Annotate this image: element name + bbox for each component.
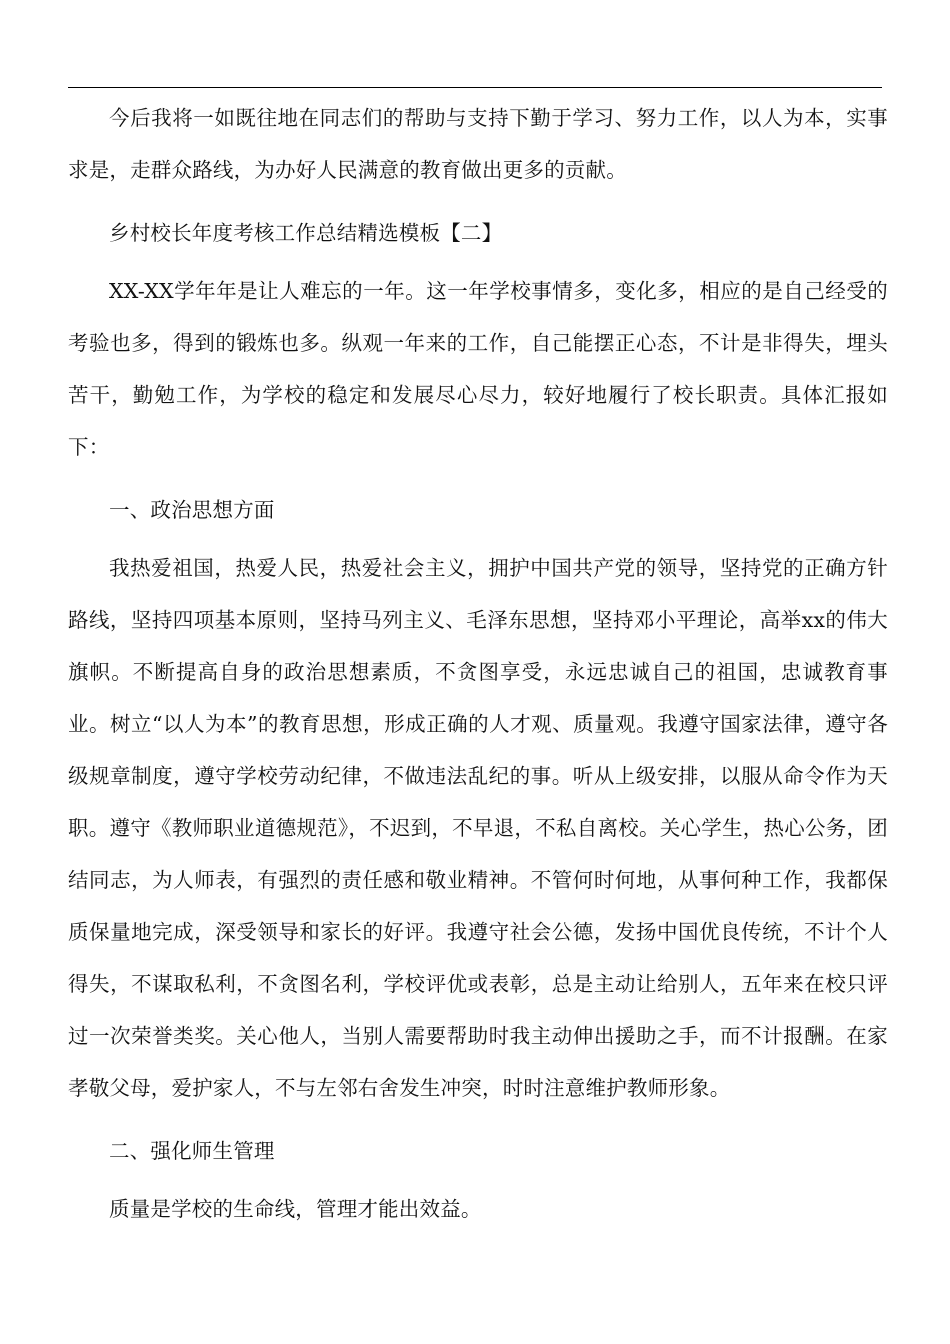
paragraph-intro: XX-XX学年年是让人难忘的一年。这一年学校事情多，变化多，相应的是自己经受的考验也多，得到的锻炼也多。纵观一年来的工作，自己能摆正心态，不计是非得失，埋头苦干，勤勉工作，为学校的稳定和发展尽心尽力，较好地履行了校长职责。具体汇报如下： [68, 279, 888, 459]
document-body [68, 92, 888, 1246]
paragraph-political-thought: 我热爱祖国，热爱人民，热爱社会主义，拥护中国共产党的领导，坚持党的正确方针路线，坚持四项基本原则，坚持马列主义、毛泽东思想，坚持邓小平理论，高举xx的伟大旗帜。不断提高自身的政治思想素质，不贪图享受，永远忠诚自己的祖国，忠诚教育事业。树立“以人为本”的教育思想，形成正确的人才观、质量观。我遵守国家法律，遵守各级规章制度，遵守学校劳动纪律，不做违法乱纪的事。听从上级安排，以服从命令作为天职。遵守《教师职业道德规范》，不迟到，不早退，不私自离校。关心学生，热心公务，团结同志，为人师表，有强烈的责任感和敬业精神。不管何时何地，从事何种工作，我都保质保量地完成，深受领导和家长的好评。我遵守社会公德，发扬中国优良传统，不计个人得失，不谋取私利，不贪图名利，学校评优或表彰，总是主动让给别人，五年来在校只评过一次荣誉类奖。关心他人，当别人需要帮助时我主动伸出援助之手，而不计报酬。在家孝敬父母，爱护家人，不与左邻右舍发生冲突，时时注意维护教师形象。 [68, 556, 888, 1100]
paragraph-closing: 今后我将一如既往地在同志们的帮助与支持下勤于学习、努力工作，以人为本，实事求是，走群众路线，为办好人民满意的教育做出更多的贡献。 [68, 106, 888, 182]
header-rule [68, 87, 882, 88]
section-title: 乡村校长年度考核工作总结精选模板【二】 [109, 221, 503, 245]
paragraph-management: 质量是学校的生命线，管理才能出效益。 [109, 1197, 482, 1221]
heading-political-thought: 一、政治思想方面 [109, 498, 275, 522]
heading-management: 二、强化师生管理 [109, 1139, 275, 1163]
